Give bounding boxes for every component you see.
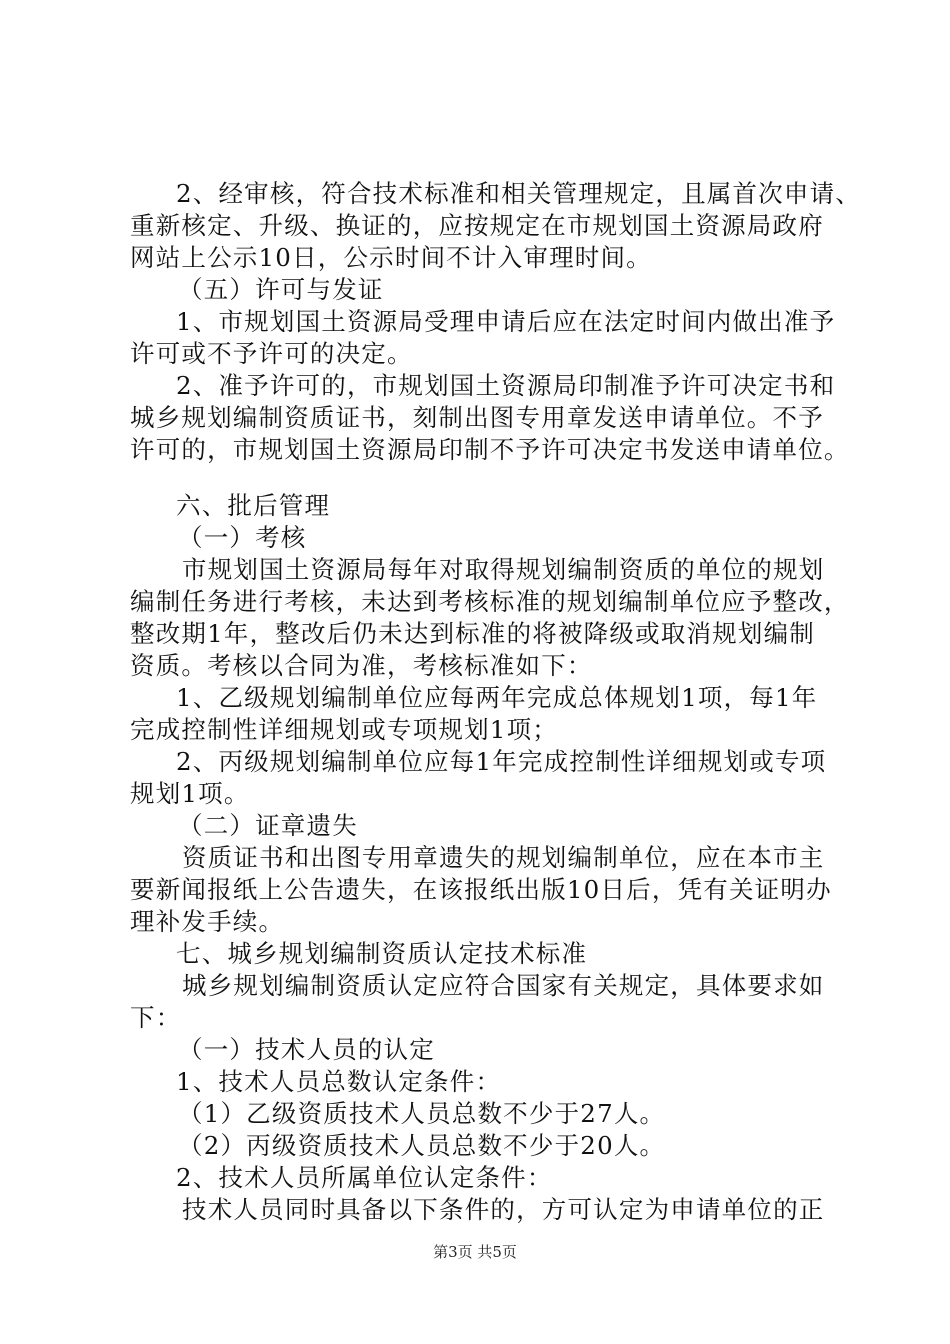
paragraph-line: （1）乙级资质技术人员总数不少于27人。 (178, 1099, 666, 1128)
paragraph-line: 2、经审核，符合技术标准和相关管理规定，且属首次申请、 (176, 179, 861, 208)
paragraph-line: 城乡规划编制资质认定应符合国家有关规定，具体要求如 (182, 971, 825, 1000)
chapter-heading: 六、批后管理 (176, 491, 331, 520)
paragraph-line: 2、技术人员所属单位认定条件： (176, 1163, 553, 1192)
paragraph-line: 许可或不予许可的决定。 (130, 339, 413, 368)
paragraph-line: 完成控制性详细规划或专项规划1项； (130, 715, 558, 744)
paragraph-line: 市规划国土资源局每年对取得规划编制资质的单位的规划 (182, 555, 825, 584)
paragraph-line: 重新核定、升级、换证的，应按规定在市规划国土资源局政府 (130, 211, 824, 240)
page-number-footer: 第3页 共5页 (433, 1243, 517, 1261)
paragraph-line: 要新闻报纸上公告遗失，在该报纸出版10日后，凭有关证明办 (130, 875, 832, 904)
paragraph-line: 许可的，市规划国土资源局印制不予许可决定书发送申请单位。 (130, 435, 850, 464)
section-heading: （二）证章遗失 (178, 811, 358, 840)
section-heading: （五）许可与发证 (178, 275, 384, 304)
paragraph-line: 1、市规划国土资源局受理申请后应在法定时间内做出准予 (176, 307, 836, 336)
paragraph-line: 理补发手续。 (130, 907, 285, 936)
paragraph-line: 2、准予许可的，市规划国土资源局印制准予许可决定书和 (176, 371, 836, 400)
paragraph-line: 1、乙级规划编制单位应每两年完成总体规划1项，每1年 (176, 683, 818, 712)
paragraph-line: 2、丙级规划编制单位应每1年完成控制性详细规划或专项 (176, 747, 827, 776)
section-heading: （一）考核 (178, 523, 307, 552)
paragraph-line: 城乡规划编制资质证书，刻制出图专用章发送申请单位。不予 (130, 403, 824, 432)
section-heading: （一）技术人员的认定 (178, 1035, 435, 1064)
paragraph-line: 技术人员同时具备以下条件的，方可认定为申请单位的正 (182, 1195, 825, 1224)
paragraph-line: 规划1项。 (130, 779, 250, 808)
paragraph-line: 网站上公示10日，公示时间不计入审理时间。 (130, 243, 652, 272)
paragraph-line: 1、技术人员总数认定条件： (176, 1067, 502, 1096)
paragraph-line: 资质。考核以合同为准，考核标准如下： (130, 651, 593, 680)
paragraph-line: 整改期1年，整改后仍未达到标准的将被降级或取消规划编制 (130, 619, 815, 648)
paragraph-line: 下： (130, 1003, 182, 1032)
paragraph-line: （2）丙级资质技术人员总数不少于20人。 (178, 1131, 666, 1160)
paragraph-line: 编制任务进行考核，未达到考核标准的规划编制单位应予整改， (130, 587, 850, 616)
paragraph-line: 资质证书和出图专用章遗失的规划编制单位，应在本市主 (182, 843, 825, 872)
chapter-heading: 七、城乡规划编制资质认定技术标准 (176, 939, 588, 968)
